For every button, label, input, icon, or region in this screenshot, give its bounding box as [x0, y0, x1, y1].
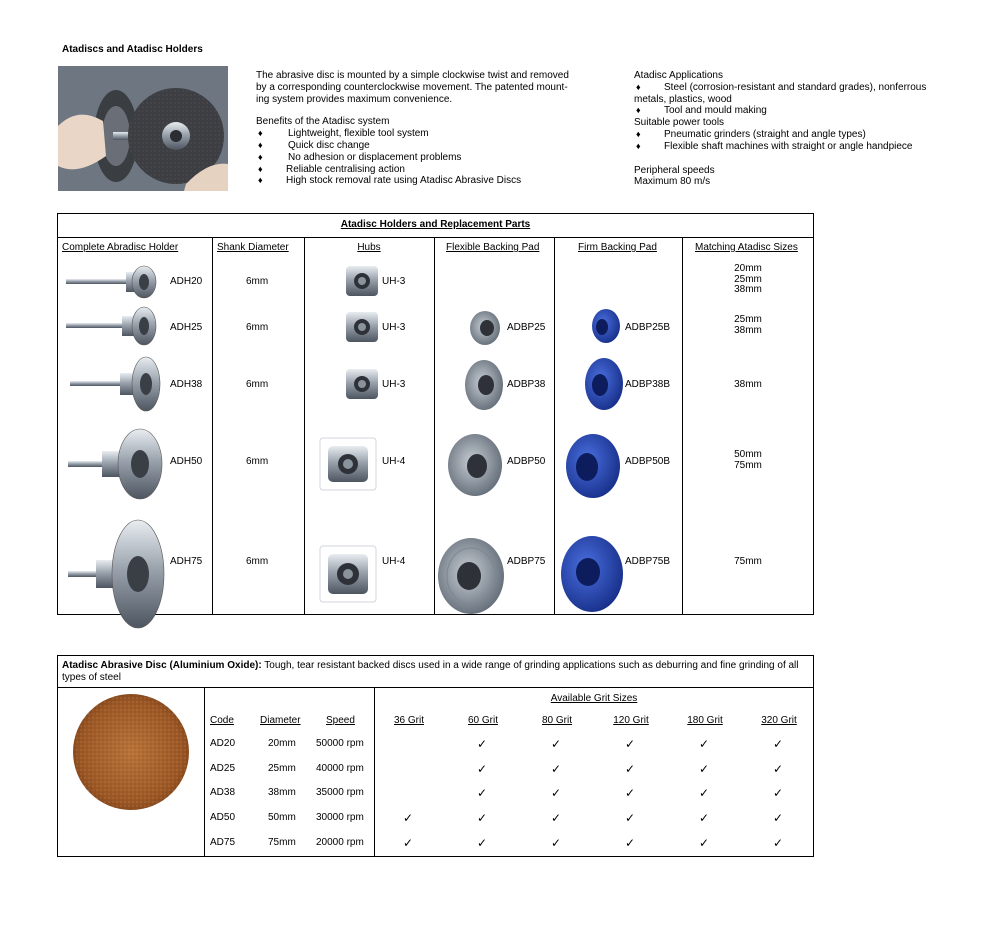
col-header-sizes: Matching Atadisc Sizes	[695, 242, 798, 253]
bullet-icon: ♦	[636, 105, 641, 116]
check-icon: ✓	[477, 786, 488, 800]
check-icon: ✓	[773, 811, 784, 825]
flex-pad-code: ADBP75	[507, 556, 546, 567]
flex-pad-image	[468, 310, 502, 346]
size-value: 38mm	[734, 379, 762, 390]
list-item	[256, 164, 596, 176]
col-header-grit: 320 Grit	[761, 715, 797, 726]
speed-heading: Peripheral speeds	[634, 164, 715, 176]
hub-image	[318, 436, 378, 492]
check-icon: ✓	[699, 811, 710, 825]
caption-text: Tough, tear resistant backed discs used in a wide range of grinding applications such as deburring and fine grinding of all types of steel	[62, 660, 799, 683]
hub-code: UH-3	[382, 276, 406, 287]
check-icon: ✓	[699, 762, 710, 776]
grit-group-label: Available Grit Sizes	[550, 693, 638, 704]
matching-sizes	[682, 450, 814, 471]
col-header-grit: 80 Grit	[541, 715, 572, 726]
col-header-grit: 120 Grit	[613, 715, 649, 726]
size-value: 75mm	[734, 459, 762, 471]
hub-code: UH-3	[382, 322, 406, 333]
size-value: 38mm	[734, 284, 762, 295]
size-value: 25mm	[734, 273, 762, 285]
check-icon: ✓	[625, 786, 636, 800]
col-header-firm-pad: Firm Backing Pad	[578, 242, 657, 253]
disc-diameter: 25mm	[268, 763, 296, 774]
disc-diameter: 20mm	[268, 738, 296, 749]
list-item	[256, 152, 596, 164]
application-text: Tool and mould making	[664, 105, 767, 117]
disc-diameter: 38mm	[268, 787, 296, 798]
intro-line: ing system provides maximum convenience.	[256, 93, 453, 105]
check-icon: ✓	[551, 786, 562, 800]
matching-sizes	[682, 264, 814, 296]
matching-sizes	[682, 315, 814, 336]
holder-code: ADH75	[170, 556, 203, 567]
holders-table	[57, 213, 814, 615]
flex-pad-code: ADBP25	[507, 322, 546, 333]
check-icon: ✓	[625, 811, 636, 825]
list-item	[634, 141, 954, 153]
list-item	[256, 175, 596, 187]
disc-code: AD75	[210, 837, 236, 848]
firm-pad-image	[582, 356, 624, 412]
check-icon: ✓	[699, 737, 710, 751]
abrasive-disc-image	[72, 693, 190, 811]
benefit-text: Quick disc change	[288, 139, 370, 151]
check-icon: ✓	[551, 737, 562, 751]
disc-speed: 30000 rpm	[316, 812, 364, 823]
shank-diameter: 6mm	[246, 276, 269, 287]
hub-code: UH-3	[382, 379, 406, 390]
check-icon: ✓	[551, 762, 562, 776]
disc-code: AD50	[210, 812, 236, 823]
check-icon: ✓	[477, 737, 488, 751]
firm-pad-image	[558, 534, 624, 614]
holder-code: ADH20	[170, 276, 203, 287]
benefit-text: No adhesion or displacement problems	[288, 151, 462, 163]
shank-diameter: 6mm	[246, 379, 269, 390]
col-header-hubs: Hubs	[357, 242, 381, 253]
intro-line: The abrasive disc is mounted by a simple clockwise twist and removed	[256, 70, 569, 81]
check-icon: ✓	[625, 762, 636, 776]
hub-code: UH-4	[382, 556, 406, 567]
holder-code: ADH25	[170, 322, 203, 333]
shank-diameter: 6mm	[246, 556, 269, 567]
col-header-holder: Complete Abradisc Holder	[62, 242, 179, 253]
list-item	[634, 82, 954, 94]
holder-image	[66, 518, 166, 630]
disc-code: AD38	[210, 787, 236, 798]
check-icon: ✓	[773, 762, 784, 776]
check-icon: ✓	[699, 786, 710, 800]
check-icon: ✓	[477, 762, 488, 776]
col-header-code: Code	[210, 715, 234, 726]
benefits-heading: Benefits of the Atadisc system	[256, 116, 390, 128]
disc-speed: 50000 rpm	[316, 738, 364, 749]
list-item	[256, 140, 596, 152]
size-value: 50mm	[734, 449, 762, 460]
disc-table	[57, 655, 814, 857]
disc-speed: 35000 rpm	[316, 787, 364, 798]
tool-text: Flexible shaft machines with straight or angle handpiece	[664, 140, 913, 152]
disc-code: AD25	[210, 763, 236, 774]
check-icon: ✓	[403, 811, 414, 825]
check-icon: ✓	[403, 836, 414, 850]
col-header-speed: Speed	[326, 715, 355, 726]
bullet-icon: ♦	[258, 151, 263, 162]
flex-pad-image	[436, 536, 506, 616]
bullet-icon: ♦	[258, 163, 263, 174]
size-value: 75mm	[734, 556, 762, 567]
check-icon: ✓	[773, 836, 784, 850]
bullet-icon: ♦	[258, 175, 263, 186]
col-header-grit: 60 Grit	[467, 715, 498, 726]
application-text: Steel (corrosion-resistant and standard grades), nonferrous	[664, 81, 927, 93]
check-icon: ✓	[551, 836, 562, 850]
holder-image	[64, 262, 158, 302]
firm-pad-code: ADBP75B	[625, 556, 671, 567]
application-continuation: metals, plastics, wood	[634, 93, 732, 105]
col-header-grit: 36 Grit	[393, 715, 424, 726]
disc-speed: 20000 rpm	[316, 837, 364, 848]
firm-pad-image	[588, 307, 622, 345]
bullet-icon: ♦	[636, 140, 641, 151]
hub-code: UH-4	[382, 456, 406, 467]
intro-section	[256, 70, 596, 187]
firm-pad-code: ADBP38B	[625, 379, 671, 390]
check-icon: ✓	[477, 836, 488, 850]
size-value: 38mm	[734, 324, 762, 336]
flex-pad-image	[446, 432, 504, 498]
page-title: Atadiscs and Atadisc Holders	[62, 44, 203, 55]
firm-pad-code: ADBP50B	[625, 456, 671, 467]
hub-image	[344, 264, 380, 298]
list-item	[634, 105, 954, 117]
check-icon: ✓	[699, 836, 710, 850]
bullet-icon: ♦	[636, 128, 641, 139]
firm-pad-image	[563, 432, 621, 500]
intro-paragraph	[256, 70, 596, 105]
tool-text: Pneumatic grinders (straight and angle types)	[664, 128, 866, 140]
disc-speed: 40000 rpm	[316, 763, 364, 774]
col-header-diameter: Diameter	[260, 715, 301, 726]
holder-image	[64, 304, 158, 348]
flex-pad-image	[463, 358, 505, 412]
col-header-grit: 180 Grit	[687, 715, 723, 726]
applications-heading: Atadisc Applications	[634, 70, 723, 81]
disc-table-caption	[62, 660, 810, 683]
hero-disc-photo	[58, 66, 228, 191]
check-icon: ✓	[551, 811, 562, 825]
shank-diameter: 6mm	[246, 456, 269, 467]
list-item	[256, 128, 596, 140]
tools-heading: Suitable power tools	[634, 117, 725, 129]
matching-sizes	[682, 556, 814, 568]
check-icon: ✓	[773, 786, 784, 800]
size-value: 20mm	[734, 263, 762, 274]
check-icon: ✓	[477, 811, 488, 825]
firm-pad-code: ADBP25B	[625, 322, 671, 333]
intro-line: by a corresponding counterclockwise movement. The patented mount-	[256, 81, 568, 93]
list-item	[634, 129, 954, 141]
disc-code: AD20	[210, 738, 236, 749]
matching-sizes	[682, 379, 814, 391]
benefit-text: Lightweight, flexible tool system	[288, 128, 429, 140]
holder-image	[68, 354, 162, 414]
holder-image	[66, 427, 164, 502]
check-icon: ✓	[625, 737, 636, 751]
holders-table-title: Atadisc Holders and Replacement Parts	[340, 219, 531, 230]
benefits-list	[256, 128, 596, 187]
check-icon: ✓	[773, 737, 784, 751]
applications-section	[634, 70, 954, 188]
flex-pad-code: ADBP38	[507, 379, 546, 390]
disc-diameter: 75mm	[268, 837, 296, 848]
disc-diameter: 50mm	[268, 812, 296, 823]
hub-image	[344, 310, 380, 344]
benefit-text: High stock removal rate using Atadisc Abrasive Discs	[286, 175, 522, 187]
col-header-flex-pad: Flexible Backing Pad	[446, 242, 540, 253]
holder-code: ADH50	[170, 456, 203, 467]
size-value: 25mm	[734, 314, 762, 325]
bullet-icon: ♦	[258, 128, 263, 139]
holder-code: ADH38	[170, 379, 203, 390]
benefit-text: Reliable centralising action	[286, 163, 405, 175]
hub-image	[344, 367, 380, 401]
shank-diameter: 6mm	[246, 322, 269, 333]
hub-image	[318, 544, 378, 604]
bullet-icon: ♦	[258, 139, 263, 150]
check-icon: ✓	[625, 836, 636, 850]
flex-pad-code: ADBP50	[507, 456, 546, 467]
bullet-icon: ♦	[636, 81, 641, 92]
caption-bold: Atadisc Abrasive Disc (Aluminium Oxide):	[62, 660, 262, 671]
speed-value: Maximum 80 m/s	[634, 176, 711, 188]
col-header-shank: Shank Diameter	[217, 242, 289, 253]
